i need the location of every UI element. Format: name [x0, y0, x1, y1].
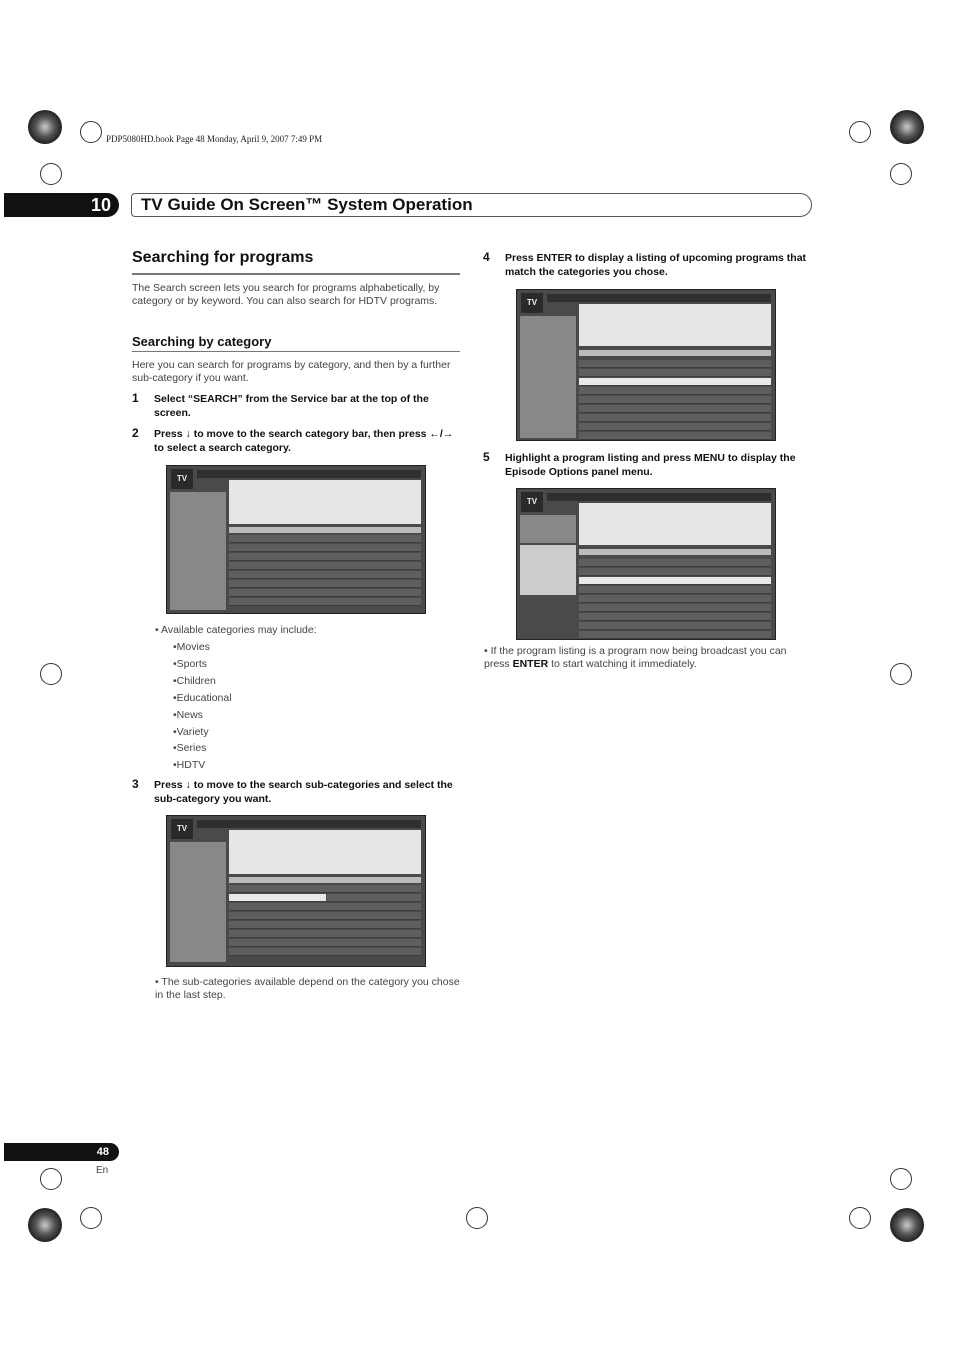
episode-options-panel: [520, 545, 576, 595]
table-row-selected: [579, 378, 771, 386]
service-bar: [197, 470, 421, 478]
list-item: [229, 885, 421, 893]
chapter-title: TV Guide On Screen™ System Operation: [141, 195, 473, 214]
category-bar: [579, 549, 771, 555]
category-bar: [229, 877, 421, 883]
screenshot-program-listing: [516, 289, 776, 441]
screenshot-episode-options: [516, 488, 776, 640]
subsection-rule: [132, 351, 460, 352]
table-row: [579, 423, 771, 431]
crosshair-icon: [40, 163, 62, 185]
table-row: [579, 360, 771, 368]
table-row: [579, 586, 771, 594]
subsection-intro: Here you can search for programs by category, and then by a further sub-category if you want.: [132, 359, 451, 384]
section-title: Searching for programs: [132, 249, 314, 266]
tv-guide-logo: TV: [171, 469, 193, 489]
tv-guide-logo: TV: [521, 293, 543, 313]
step-4-number: 4: [483, 250, 490, 264]
broadcast-note-text: to start watching it immediately.: [548, 658, 697, 670]
category-item: •Children: [173, 675, 216, 687]
crosshair-icon: [40, 1168, 62, 1190]
file-info: PDP5080HD.book Page 48 Monday, April 9, 2007 7:49 PM: [106, 134, 323, 144]
ad-panel: [170, 842, 226, 962]
step-3-text: Press ↓ to move to the search sub-categories and select the sub-category you want.: [154, 779, 453, 805]
step-1-number: 1: [132, 391, 139, 405]
list-item: [229, 535, 421, 543]
screenshot-search-categories: [166, 465, 426, 614]
list-item: [229, 939, 421, 947]
tv-guide-logo: TV: [521, 492, 543, 512]
category-bar: [579, 350, 771, 356]
service-bar: [197, 820, 421, 828]
list-item: [229, 921, 421, 929]
list-item: [229, 553, 421, 561]
step-2-text: Press ↓ to move to the search category bar, then press ←/→ to select a search category.: [154, 428, 454, 454]
table-row: [579, 631, 771, 639]
table-row: [579, 568, 771, 576]
table-row: [579, 405, 771, 413]
table-row: [579, 595, 771, 603]
section-rule: [132, 273, 460, 275]
service-bar: [547, 493, 771, 501]
step-5-number: 5: [483, 450, 490, 464]
list-item: [229, 562, 421, 570]
language-code: En: [96, 1165, 109, 1176]
info-panel: [229, 480, 421, 524]
crosshair-icon: [466, 1207, 488, 1229]
crosshair-icon: [849, 1207, 871, 1229]
page-number: 48: [4, 1143, 119, 1161]
table-row-selected: [579, 577, 771, 585]
table-row: [579, 559, 771, 567]
step-3-number: 3: [132, 777, 139, 791]
step-5-text: Highlight a program listing and press MENU to display the Episode Options panel menu.: [505, 452, 796, 478]
enter-key-label: ENTER: [512, 658, 549, 670]
crosshair-icon: [80, 121, 102, 143]
step-4-text: Press ENTER to display a listing of upcoming programs that match the categories you chose.: [505, 252, 807, 278]
categories-intro: • Available categories may include:: [155, 624, 317, 636]
table-row: [579, 387, 771, 395]
table-row: [579, 414, 771, 422]
info-panel: [579, 304, 771, 346]
category-item: •Sports: [173, 658, 208, 670]
category-item: •News: [173, 709, 203, 721]
list-item: [229, 930, 421, 938]
registration-mark-icon: [28, 1208, 62, 1242]
list-item: [229, 544, 421, 552]
ad-panel: [170, 492, 226, 610]
table-row: [579, 613, 771, 621]
subcategory-note: • The sub-categories available depend on the category you chose in the last step.: [155, 976, 460, 1001]
crosshair-icon: [40, 663, 62, 685]
chapter-number: 10: [4, 193, 119, 217]
step-1-text: Select “SEARCH” from the Service bar at the top of the screen.: [154, 393, 429, 419]
registration-mark-icon: [28, 110, 62, 144]
list-item: [229, 580, 421, 588]
category-item: •Educational: [173, 692, 232, 704]
info-panel: [579, 503, 771, 545]
crosshair-icon: [849, 121, 871, 143]
table-row: [579, 396, 771, 404]
ad-panel: [520, 316, 576, 438]
list-item: [229, 948, 421, 956]
info-panel: [229, 830, 421, 874]
category-item: •Series: [173, 742, 207, 754]
crosshair-icon: [80, 1207, 102, 1229]
category-item: •HDTV: [173, 759, 206, 771]
list-item: [229, 903, 421, 911]
ad-panel: [520, 515, 576, 543]
category-bar: [229, 527, 421, 533]
broadcast-note-text: • If the program listing is a program now being broadcast you can press: [484, 645, 787, 670]
registration-mark-icon: [890, 110, 924, 144]
table-row: [579, 604, 771, 612]
subsection-title: Searching by category: [132, 334, 272, 349]
section-intro: The Search screen lets you search for programs alphabetically, by category or by keyword. You can also search for HDTV programs.: [132, 282, 440, 307]
list-item: [327, 894, 421, 902]
screenshot-subcategories: [166, 815, 426, 967]
crosshair-icon: [890, 163, 912, 185]
table-row: [579, 432, 771, 440]
table-row: [579, 369, 771, 377]
list-item: [229, 598, 421, 606]
category-item: •Variety: [173, 726, 209, 738]
crosshair-icon: [890, 1168, 912, 1190]
broadcast-note: [484, 645, 810, 671]
table-row: [579, 622, 771, 630]
crosshair-icon: [890, 663, 912, 685]
tv-guide-logo: TV: [171, 819, 193, 839]
category-item: •Movies: [173, 641, 210, 653]
list-item: [229, 912, 421, 920]
list-item: [229, 589, 421, 597]
list-item: [229, 571, 421, 579]
step-2-number: 2: [132, 426, 139, 440]
service-bar: [547, 294, 771, 302]
list-item-selected: [229, 894, 326, 902]
registration-mark-icon: [890, 1208, 924, 1242]
